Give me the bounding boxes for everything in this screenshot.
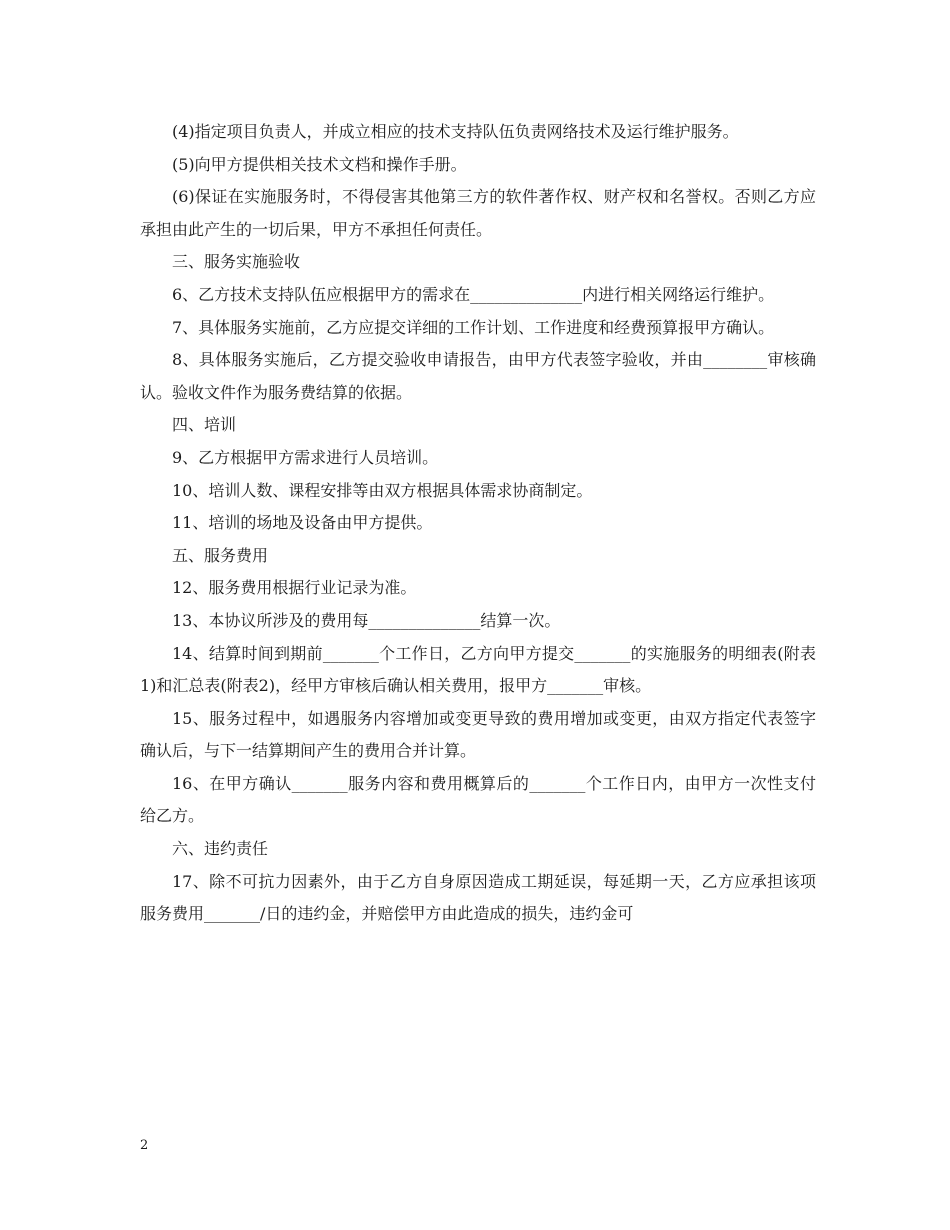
page-number: 2	[140, 1138, 149, 1153]
paragraph-item-6: (6)保证在实施服务时，不得侵害其他第三方的软件著作权、财产权和名誉权。否则乙方应承担由此产生的一切后果，甲方不承担任何责任。	[140, 187, 816, 239]
section-heading-fees: 五、服务费用	[172, 545, 269, 565]
paragraph-clause-9: 9、乙方根据甲方需求进行人员培训。	[172, 447, 439, 467]
section-heading-liability: 六、违约责任	[172, 839, 269, 859]
paragraph-clause-8: 8、具体服务实施后，乙方提交验收申请报告，由甲方代表签字验收，并由________审核确认。验收文件作为服务费结算的依据。	[140, 350, 816, 402]
paragraph-clause-15: 15、服务过程中，如遇服务内容增加或变更导致的费用增加或变更，由双方指定代表签字确认后，与下一结算期间产生的费用合并计算。	[140, 708, 816, 761]
paragraph-clause-14: 14、结算时间到期前_______个工作日，乙方向甲方提交_______的实施服务的明细表(附表1)和汇总表(附表2)，经甲方审核后确认相关费用，报甲方_______审核。	[140, 643, 816, 696]
paragraph-clause-7: 7、具体服务实施前，乙方应提交详细的工作计划、工作进度和经费预算报甲方确认。	[172, 317, 775, 337]
paragraph-item-5: (5)向甲方提供相关技术文档和操作手册。	[172, 154, 467, 174]
paragraph-clause-6: 6、乙方技术支持队伍应根据甲方的需求在______________内进行相关网络运行维护。	[172, 284, 775, 304]
paragraph-clause-11: 11、培训的场地及设备由甲方提供。	[172, 513, 433, 533]
section-heading-acceptance: 三、服务实施验收	[172, 252, 301, 272]
paragraph-item-4: (4)指定项目负责人，并成立相应的技术支持队伍负责网络技术及运行维护服务。	[172, 122, 739, 141]
section-heading-training: 四、培训	[172, 415, 237, 435]
document-body	[140, 116, 816, 931]
paragraph-clause-17: 17、除不可抗力因素外，由于乙方自身原因造成工期延误，每延期一天，乙方应承担该项服务费用_______/日的违约金，并赔偿甲方由此造成的损失，违约金可	[140, 871, 816, 924]
paragraph-clause-16: 16、在甲方确认_______服务内容和费用概算后的_______个工作日内，由甲方一次性支付给乙方。	[140, 773, 816, 826]
paragraph-clause-10: 10、培训人数、课程安排等由双方根据具体需求协商制定。	[172, 480, 593, 500]
paragraph-clause-13: 13、本协议所涉及的费用每______________结算一次。	[172, 610, 561, 630]
paragraph-clause-12: 12、服务费用根据行业记录为准。	[172, 578, 417, 598]
